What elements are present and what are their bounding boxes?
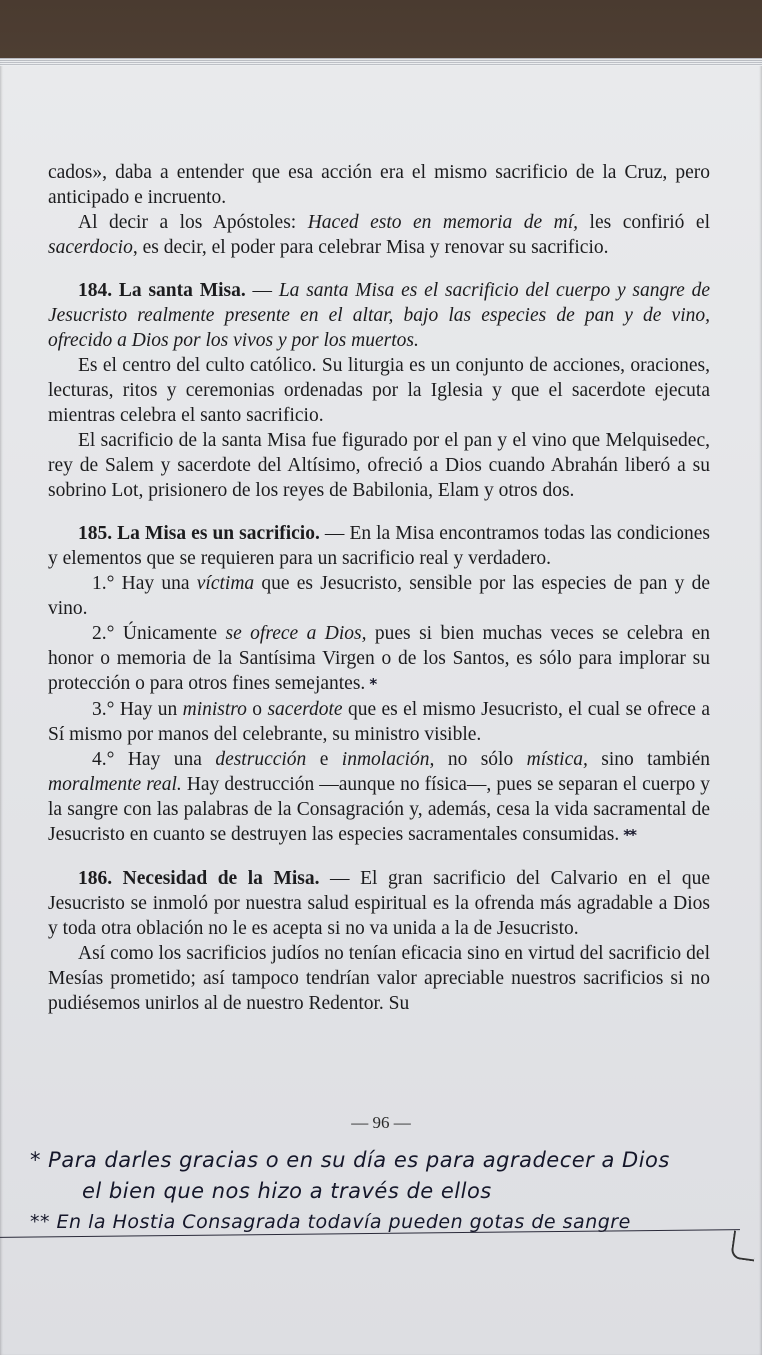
- handwritten-double-asterisk-mark: **: [623, 826, 635, 844]
- list-item: [48, 747, 710, 848]
- paragraph: Así como los sacrificios judíos no tenían eficacia sino en virtud del sacrificio del Mesías prometido; así tampoco tendrían valor apreciable nuestros sacrificios si no pudiésemos unirlos al de nuestro Redentor. Su: [48, 943, 710, 1014]
- dash: —: [245, 280, 279, 301]
- term-italic: sacerdocio: [48, 237, 133, 258]
- page-text: [48, 160, 710, 1016]
- page-number: — 96 —: [351, 1113, 411, 1132]
- text-run: pues si bien muchas veces se celebra en honor o memoria de la Santísima Virgen o de los Santos, es sólo para implorar su protección o para otros fines semejantes.: [48, 623, 710, 694]
- section-title: La santa Misa.: [118, 280, 246, 301]
- handwritten-note-1-continued: el bien que nos hizo a través de ellos: [82, 1179, 492, 1203]
- text-italic: sacerdote: [267, 699, 343, 720]
- section-184-heading: [48, 278, 710, 353]
- quote-italic: Haced esto en memoria de mí,: [307, 212, 579, 233]
- text-run: e: [306, 749, 342, 770]
- list-item: [48, 571, 710, 621]
- text-run: Hay una: [114, 749, 216, 770]
- section-186-heading: [48, 866, 710, 941]
- section-number: 186.: [78, 868, 113, 889]
- item-number: 3.°: [92, 699, 115, 720]
- section-intro: El gran sacrificio del Calvario en el que Jesucristo se inmoló por nuestra salud espiritual es la ofrenda más agradable a Dios y toda otra oblación no le es acepta si no va unida a la de Jesucristo.: [48, 868, 711, 939]
- paragraph-continuation: cados», daba a entender que esa acción era el mismo sacrificio de la Cruz, pero anticipado e incruento.: [48, 162, 710, 208]
- item-number: 4.°: [92, 749, 115, 770]
- dash: —: [319, 868, 361, 889]
- handwritten-note-1: * Para darles gracias o en su día es para agradecer a Dios: [30, 1148, 670, 1172]
- section-definition: La santa Misa es el sacrificio del cuerpo y sangre de Jesucristo realmente presente en el altar, bajo las especies de pan y de vino, ofrecido a Dios por los vivos y por los muertos.: [48, 280, 710, 351]
- item-number: 2.°: [92, 623, 115, 644]
- text-run: no sólo: [434, 749, 527, 770]
- text-italic: moralmente real.: [48, 774, 182, 795]
- text-run: Al decir a los Apóstoles:: [78, 212, 308, 233]
- section-title: Necesidad de la Misa.: [122, 868, 320, 889]
- handwritten-note-2: ** En la Hostia Consagrada todavía pueden gotas de sangre: [30, 1211, 631, 1233]
- text-italic: inmolación,: [341, 749, 435, 770]
- text-run: Hay destrucción —aunque no física—, pues se separan el cuerpo y la sangre con las palabras de la Consagración y, además, cesa la vida sacramental de Jesucristo en cuanto se destruyen las especies sacramentales consumidas.: [48, 774, 710, 845]
- section-intro: En la Misa encontramos todas las condiciones y elementos que se requieren para un sacrificio real y verdadero.: [48, 523, 710, 569]
- text-italic: víctima: [196, 573, 255, 594]
- handwritten-notes: [30, 1145, 740, 1238]
- text-run: sino también: [587, 749, 710, 770]
- list-item: [48, 621, 710, 697]
- section-title: La Misa es un sacrificio.: [117, 523, 320, 544]
- text-run: Hay una: [114, 573, 197, 594]
- text-run: o: [246, 699, 268, 720]
- section-number: 185.: [78, 523, 113, 544]
- list-item: [48, 697, 710, 747]
- text-italic: ministro: [182, 699, 247, 720]
- dash: —: [319, 523, 350, 544]
- section-number: 184.: [78, 280, 113, 301]
- handwritten-asterisk-mark: *: [369, 675, 376, 693]
- text-italic: destrucción: [215, 749, 307, 770]
- handwritten-corner-mark: [730, 1230, 758, 1261]
- paragraph: El sacrificio de la santa Misa fue figurado por el pan y el vino que Melquisedec, rey de Salem y sacerdote del Altísimo, ofreció a Dios cuando Abrahán liberó a su sobrino Lot, prisionero de los reyes de Babilonia, Elam y otros dos.: [48, 430, 710, 501]
- text-italic: se ofrece a Dios,: [225, 623, 367, 644]
- text-run: , es decir, el poder para celebrar Misa y renovar su sacrificio.: [132, 237, 609, 258]
- text-run: Únicamente: [114, 623, 226, 644]
- text-run: les confirió el: [578, 212, 710, 233]
- text-run: Hay un: [114, 699, 183, 720]
- paragraph: Es el centro del culto católico. Su liturgia es un conjunto de acciones, oraciones, lecturas, ritos y ceremonias ordenadas por la Iglesia y que el sacerdote ejecuta mientras celebra el santo sacrificio.: [48, 355, 710, 426]
- page-stack-edge: [0, 58, 762, 66]
- text-run: que es Jesucristo, sensible por las especies de pan y de vino.: [48, 573, 710, 619]
- text-run: que es el mismo Jesucristo, el cual se ofrece a Sí mismo por manos del celebrante, su ministro visible.: [48, 699, 710, 745]
- paragraph-apostles: [48, 210, 710, 260]
- item-number: 1.°: [92, 573, 115, 594]
- section-185-heading: [48, 521, 710, 571]
- text-italic: mística,: [526, 749, 588, 770]
